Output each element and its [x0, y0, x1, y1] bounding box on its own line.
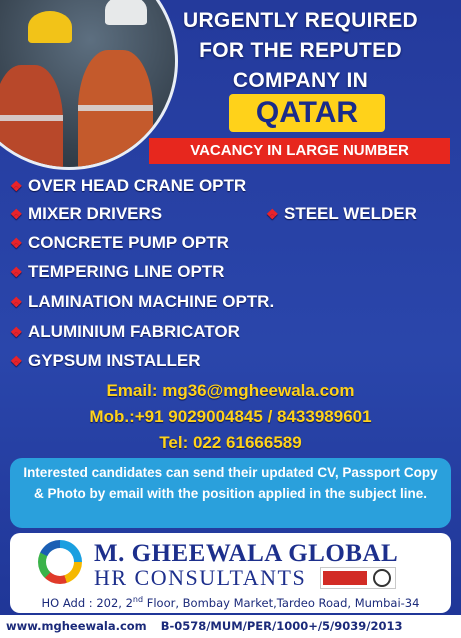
job-title: STEEL WELDER — [284, 204, 417, 223]
job-title: CONCRETE PUMP OPTR — [28, 233, 229, 252]
reflective-stripe — [78, 105, 153, 111]
country-badge: QATAR — [229, 94, 385, 132]
company-logo-icon — [38, 540, 82, 584]
yellow-helmet-icon — [28, 11, 72, 43]
head-office-address — [10, 591, 451, 612]
job-title: LAMINATION MACHINE OPTR. — [28, 292, 275, 311]
job-item — [10, 174, 246, 198]
job-title: TEMPERING LINE OPTR — [28, 262, 225, 281]
address-prefix: HO Add : 202, 2 — [41, 595, 133, 610]
website-link[interactable]: www.mgheewala.com — [6, 619, 147, 633]
job-item — [10, 320, 240, 344]
white-helmet-icon — [105, 0, 147, 25]
address-ordinal: nd — [132, 595, 144, 604]
headline-line-1: URGENTLY REQUIRED — [183, 9, 418, 32]
diamond-bullet-icon: ❖ — [10, 324, 23, 340]
job-title: GYPSUM INSTALLER — [28, 351, 201, 370]
headline — [148, 6, 453, 96]
company-card — [10, 533, 451, 613]
job-item — [10, 290, 274, 314]
diamond-bullet-icon: ❖ — [266, 206, 279, 222]
job-item — [10, 202, 162, 226]
diamond-bullet-icon: ❖ — [10, 206, 23, 222]
job-item — [266, 202, 417, 226]
headline-line-2: FOR THE REPUTED — [199, 39, 402, 62]
job-title: ALUMINIUM FABRICATOR — [28, 322, 240, 341]
diamond-bullet-icon: ❖ — [10, 264, 23, 280]
certification-seal-icon — [373, 569, 391, 587]
mobile-contact[interactable]: Mob.:+91 9029004845 / 8433989601 — [89, 407, 372, 426]
vacancy-banner: VACANCY IN LARGE NUMBER — [149, 138, 450, 164]
company-name: M. GHEEWALA GLOBAL — [94, 540, 399, 567]
diamond-bullet-icon: ❖ — [10, 353, 23, 369]
footer-bar — [0, 615, 461, 638]
address-suffix: Floor, Bombay Market,Tardeo Road, Mumbai-34 — [143, 595, 420, 610]
diamond-bullet-icon: ❖ — [10, 235, 23, 251]
job-item — [10, 260, 224, 284]
telephone-contact[interactable]: Tel: 022 61666589 — [159, 433, 302, 452]
reflective-stripe — [0, 115, 63, 121]
certification-mark — [323, 571, 367, 585]
application-instructions: Interested candidates can send their updated CV, Passport Copy & Photo by email with the position applied in the subject line. — [10, 458, 451, 528]
certification-badge-icon — [320, 567, 396, 589]
headline-line-3: COMPANY IN — [232, 69, 369, 92]
job-item — [10, 349, 201, 373]
diamond-bullet-icon: ❖ — [10, 294, 23, 310]
diamond-bullet-icon: ❖ — [10, 178, 23, 194]
license-number: B-0578/MUM/PER/1000+/5/9039/2013 — [160, 619, 403, 633]
job-title: MIXER DRIVERS — [28, 204, 163, 223]
job-title: OVER HEAD CRANE OPTR — [28, 176, 247, 195]
company-division: HR CONSULTANTS — [94, 565, 307, 590]
job-item — [10, 231, 229, 255]
email-contact[interactable]: Email: mg36@mgheewala.com — [106, 381, 355, 400]
